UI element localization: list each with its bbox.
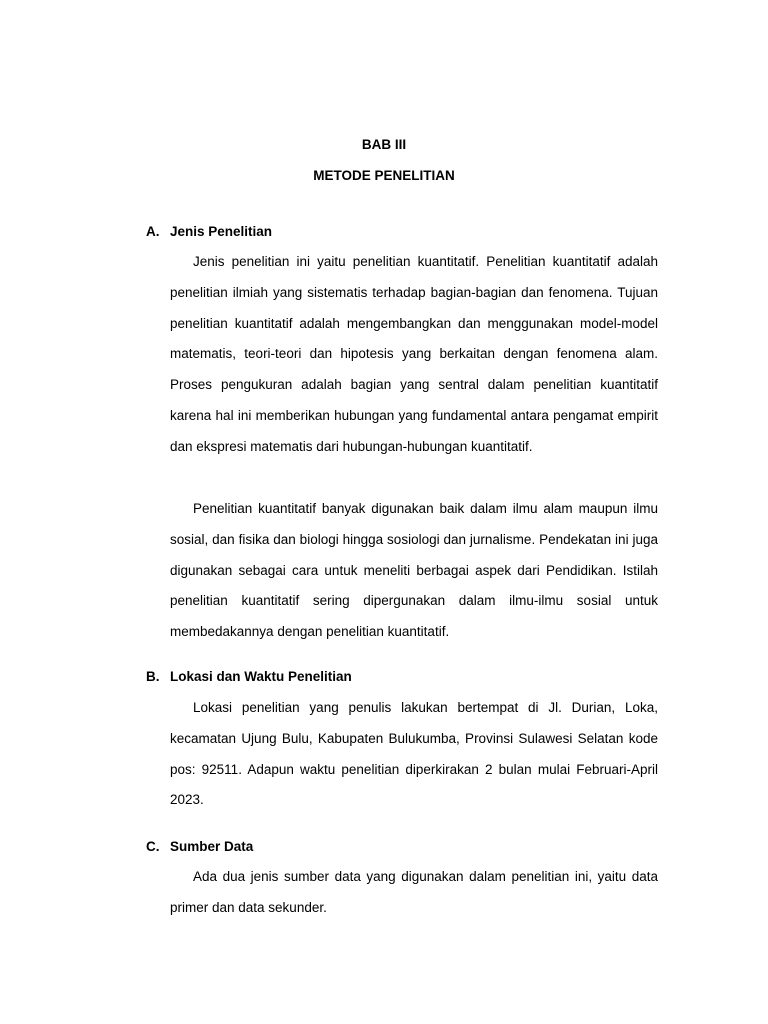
section-title: Lokasi dan Waktu Penelitian [170, 669, 352, 684]
section-heading-c [146, 838, 253, 856]
section-heading-a [146, 223, 272, 241]
section-title: Jenis Penelitian [170, 224, 273, 239]
section-title: Sumber Data [170, 839, 254, 854]
chapter-title: METODE PENELITIAN [313, 168, 455, 183]
section-letter: C. [146, 839, 160, 854]
section-heading-b [146, 668, 352, 686]
chapter-number: BAB III [361, 137, 407, 152]
section-a-paragraph-2: Penelitian kuantitatif banyak digunakan baik dalam ilmu alam maupun ilmu sosial, dan fisika dan biologi hingga sosiologi dan jurnalisme. Pendekatan ini juga digunakan sebagai cara untuk meneliti berbagai aspek dari Pendidikan. Istilah penelitian kuantitatif sering dipergunakan dalam ilmu-ilmu sosial untuk membedakannya dengan penelitian kuantitatif. [170, 501, 658, 640]
section-a-paragraph-1: Jenis penelitian ini yaitu penelitian kuantitatif. Penelitian kuantitatif adalah penelitian ilmiah yang sistematis terhadap bagian-bagian dan fenomena. Tujuan penelitian kuantitatif adalah mengembangkan dan menggunakan model-model matematis, teori-teori dan hipotesis yang berkaitan dengan fenomena alam. Proses pengukuran adalah bagian yang sentral dalam penelitian kuantitatif karena hal ini memberikan hubungan yang fundamental antara pengamat empirit dan ekspresi matematis dari hubungan-hubungan kuantitatif. [170, 254, 658, 454]
section-letter: B. [146, 669, 160, 684]
section-b-paragraph-1: Lokasi penelitian yang penulis lakukan bertempat di Jl. Durian, Loka, kecamatan Ujung Bulu, Kabupaten Bulukumba, Provinsi Sulawesi Selatan kode pos: 92511. Adapun waktu penelitian diperkirakan 2 bulan mulai Februari-April 2023. [170, 700, 658, 808]
section-letter: A. [146, 224, 160, 239]
section-c-paragraph-1: Ada dua jenis sumber data yang digunakan dalam penelitian ini, yaitu data primer dan data sekunder. [170, 869, 658, 915]
